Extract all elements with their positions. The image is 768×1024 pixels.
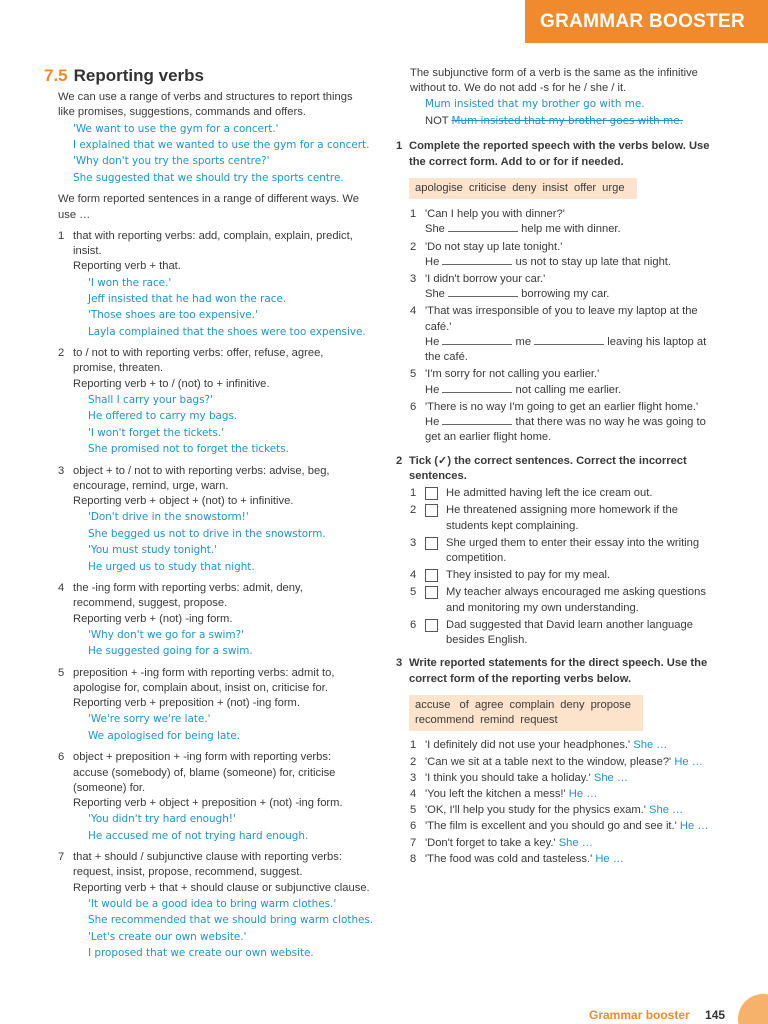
rule-item <box>44 346 374 457</box>
answer-text: me <box>515 335 532 348</box>
example-line: She promised not to forget the tickets. <box>88 443 289 456</box>
rule-number: 5 <box>58 666 65 679</box>
answer-text: not calling me earlier. <box>515 383 622 396</box>
example-line: Shall I carry your bags?' <box>88 393 213 406</box>
item-sentence: competition. <box>446 551 507 564</box>
rule-pattern: Reporting verb + to / (not) to + infinitive. <box>73 377 270 390</box>
right-column <box>396 66 736 867</box>
answer-text: the café. <box>425 351 468 364</box>
rule-description: recommend, suggest, propose. <box>73 597 228 610</box>
example-line: Layla complained that the shoes were too expensive. <box>88 325 366 338</box>
rule-pattern: Reporting verb + object + preposition + (not) -ing form. <box>73 797 343 810</box>
rule-examples <box>88 627 374 660</box>
word-box-item: agree <box>474 698 504 711</box>
answer-line <box>425 335 736 350</box>
rule-number: 4 <box>58 582 65 595</box>
exercise-2-item <box>396 568 736 583</box>
answer-blank[interactable] <box>442 383 512 393</box>
exercise-2-item <box>396 486 736 501</box>
item-quote: 'Can we sit at a table next to the window, please?' <box>425 755 672 768</box>
example-line: She recommended that we should bring warm clothes. <box>88 914 374 927</box>
exercise-2-instruction: 2 Tick (✓) the correct sentences. Correct the incorrect sentences. <box>396 454 687 482</box>
example-line: I proposed that we create our own website. <box>88 947 314 960</box>
rule-item <box>44 464 374 575</box>
word-box-item: remind <box>480 714 515 727</box>
example-line: 'Let's create our own website.' <box>88 930 247 943</box>
word-box-item: complain <box>509 698 555 711</box>
exercise-3-word-box <box>409 695 643 731</box>
exercise-1-questions <box>396 207 736 446</box>
rule-examples <box>88 275 374 341</box>
tick-checkbox[interactable] <box>425 569 438 582</box>
example-line: 'Those shoes are too expensive.' <box>88 309 258 322</box>
rule-item <box>44 666 374 745</box>
rule-description: preposition + -ing form with reporting verbs: admit to, <box>73 666 335 679</box>
example-line: 'You didn't try hard enough!' <box>88 813 236 826</box>
answer-blank[interactable] <box>448 287 518 297</box>
answer-line <box>425 222 736 237</box>
example-line: 'I won the race.' <box>88 276 172 289</box>
tick-checkbox[interactable] <box>425 619 438 632</box>
exercise-3-items <box>396 738 736 867</box>
exercise-1-word-box <box>409 178 637 199</box>
item-number: 8 <box>410 852 417 865</box>
section-title <box>44 64 374 87</box>
word-box-item: insist <box>542 181 568 194</box>
answer-line <box>425 287 736 302</box>
exercise-1-question <box>396 240 736 270</box>
rule-pattern: Reporting verb + (not) -ing form. <box>73 612 233 625</box>
answer-text: that there was no way he was going to <box>515 416 706 429</box>
rule-pattern: Reporting verb + preposition + (not) -ing form. <box>73 697 300 710</box>
item-sentence: He admitted having left the ice cream out. <box>446 487 653 500</box>
item-sentence: and monitoring my own understanding. <box>446 601 639 614</box>
word-box-item: recommend <box>415 714 475 727</box>
answer-text: help me with dinner. <box>521 223 621 236</box>
section-number: 7.5 <box>44 66 68 85</box>
exercise-1-question <box>396 367 736 397</box>
exercise-3-item <box>396 787 736 802</box>
question-number: 6 <box>410 400 417 413</box>
intro-text: We can use a range of verbs and structures to report things like promises, suggestions, commands and offers. <box>58 91 353 119</box>
item-number: 5 <box>410 804 417 817</box>
example-line: 'You must study tonight.' <box>88 544 218 557</box>
item-sentence: besides English. <box>446 634 528 647</box>
example-line: He urged us to study that night. <box>88 560 255 573</box>
answer-line <box>425 415 736 430</box>
answer-starter: He … <box>568 788 598 801</box>
item-number: 4 <box>410 569 417 582</box>
item-number: 6 <box>410 820 417 833</box>
question-quote: 'There is no way I'm going to get an earlier flight home.' <box>425 400 699 413</box>
rule-pattern: Reporting verb + that. <box>73 260 181 273</box>
rule-examples <box>88 711 374 744</box>
subjunctive-example-correct: Mum insisted that my brother go with me. <box>425 98 645 111</box>
exercise-3-item <box>396 803 736 818</box>
answer-text: leaving his laptop at <box>607 335 707 348</box>
item-sentence: She urged them to enter their essay into the writing <box>446 536 700 549</box>
answer-blank[interactable] <box>442 335 512 345</box>
example-line: 'I won't forget the tickets.' <box>88 426 225 439</box>
item-number: 1 <box>410 487 417 500</box>
word-box-row <box>415 698 637 713</box>
rule-examples <box>88 509 374 575</box>
answer-starter: He … <box>674 755 703 768</box>
header-title: GRAMMAR BOOSTER <box>540 10 746 32</box>
rule-description: encourage, remind, urge, warn. <box>73 479 229 492</box>
item-sentence: students kept complaining. <box>446 519 579 532</box>
page-footer <box>589 1007 725 1023</box>
item-number: 7 <box>410 836 417 849</box>
answer-subject: He <box>425 416 440 429</box>
rule-number: 1 <box>58 229 65 242</box>
rule-description: the -ing form with reporting verbs: admit, deny, <box>73 582 303 595</box>
item-number: 2 <box>410 504 417 517</box>
page-number: 145 <box>705 1008 726 1022</box>
word-box-item: propose <box>590 698 631 711</box>
rule-item <box>44 581 374 660</box>
word-box-item: urge <box>602 181 625 194</box>
item-number: 5 <box>410 586 417 599</box>
rule-number: 6 <box>58 751 65 764</box>
exercise-1-question <box>396 272 736 302</box>
rule-description: promise, threaten. <box>73 362 164 375</box>
rule-description: apologise for, complain about, insist on, criticise for. <box>73 681 328 694</box>
example-line: 'Why don't we go for a swim?' <box>88 628 244 641</box>
answer-starter: She … <box>593 771 629 784</box>
rule-description: that with reporting verbs: add, complain, explain, predict, <box>73 229 353 242</box>
item-quote: 'I think you should take a holiday.' <box>425 771 591 784</box>
answer-line <box>425 255 736 270</box>
word-box-item: offer <box>573 181 597 194</box>
item-quote: 'Don't forget to take a key.' <box>425 836 556 849</box>
rule-pattern: Reporting verb + that + should clause or subjunctive clause. <box>73 881 370 894</box>
rule-description: object + preposition + -ing form with reporting verbs: <box>73 751 332 764</box>
exercise-2-item <box>396 536 736 566</box>
question-number: 5 <box>410 368 417 381</box>
exercise-2-item <box>396 618 736 648</box>
item-quote: 'You left the kitchen a mess!' <box>425 788 566 801</box>
answer-subject: He <box>425 255 440 268</box>
word-box-item: apologise <box>415 181 463 194</box>
question-quote: 'I didn't borrow your car.' <box>425 272 546 285</box>
item-number: 2 <box>410 755 417 768</box>
exercise-1-question <box>396 304 736 365</box>
exercise-3-item <box>396 852 736 867</box>
rule-number: 3 <box>58 464 65 477</box>
answer-subject: He <box>425 383 440 396</box>
subjunctive-example-incorrect: NOT Mum insisted that my brother goes with me. <box>425 114 683 127</box>
item-sentence: He threatened assigning more homework if the <box>446 504 678 517</box>
exercise-2-item <box>396 585 736 615</box>
rule-pattern: Reporting verb + object + (not) to + infinitive. <box>73 495 294 508</box>
item-quote: 'OK, I'll help you study for the physics exam.' <box>425 804 646 817</box>
section-heading: Reporting verbs <box>73 66 204 85</box>
word-box-item: deny <box>512 181 537 194</box>
answer-text: borrowing my car. <box>521 288 610 301</box>
answer-text: us not to stay up late that night. <box>515 255 672 268</box>
word-box-row <box>415 713 637 728</box>
word-box-item: deny <box>560 698 585 711</box>
exercise-1-question <box>396 207 736 237</box>
question-number: 2 <box>410 240 417 253</box>
tick-checkbox[interactable] <box>425 537 438 550</box>
question-quote: café.' <box>425 320 452 333</box>
item-number: 6 <box>410 618 417 631</box>
rule-item <box>44 750 374 844</box>
rule-description: (someone) for. <box>73 781 146 794</box>
item-quote: 'I definitely did not use your headphones.' <box>425 739 631 752</box>
exercise-2-item <box>396 503 736 533</box>
example-line: He suggested going for a swim. <box>88 645 253 658</box>
exercise-3-item <box>396 836 736 851</box>
answer-subject: She <box>425 223 445 236</box>
rule-examples <box>88 811 374 844</box>
tick-checkbox[interactable] <box>425 504 438 517</box>
example-line: She begged us not to drive in the snowstorm. <box>88 527 326 540</box>
corner-decoration <box>738 994 768 1024</box>
example-line: 'Don't drive in the snowstorm!' <box>88 511 249 524</box>
word-box-item: request <box>520 714 558 727</box>
question-number: 1 <box>410 208 417 221</box>
answer-blank[interactable] <box>442 415 512 425</box>
rule-description: that + should / subjunctive clause with reporting verbs: <box>73 851 342 864</box>
left-column <box>44 64 374 962</box>
item-number: 3 <box>410 536 417 549</box>
rule-examples <box>88 896 374 962</box>
answer-subject: She <box>425 288 445 301</box>
form-intro: We form reported sentences in a range of different ways. We use … <box>58 193 359 221</box>
example-line: We apologised for being late. <box>88 729 241 742</box>
rule-description: accuse (somebody) of, blame (someone) for, criticise <box>73 766 336 779</box>
answer-starter: She … <box>558 836 593 849</box>
item-quote: 'The film is excellent and you should go and see it.' <box>425 820 677 833</box>
answer-starter: He … <box>595 852 624 865</box>
item-sentence: They insisted to pay for my meal. <box>446 569 611 582</box>
example-line: 'It would be a good idea to bring warm clothes.' <box>88 897 337 910</box>
example-line: He offered to carry my bags. <box>88 410 238 423</box>
item-number: 3 <box>410 771 417 784</box>
exercise-1-question <box>396 400 736 446</box>
answer-blank[interactable] <box>534 335 604 345</box>
rule-examples <box>88 392 374 458</box>
answer-line <box>425 383 736 398</box>
word-box-item: criticise <box>468 181 507 194</box>
footer-label: Grammar booster <box>589 1008 690 1022</box>
question-number: 3 <box>410 272 417 285</box>
rule-description: object + to / not to with reporting verbs: advise, beg, <box>73 464 330 477</box>
item-number: 1 <box>410 739 417 752</box>
exercise-3-item <box>396 771 736 786</box>
exercise-2-items <box>396 486 736 648</box>
answer-subject: He <box>425 335 440 348</box>
exercise-3-item <box>396 738 736 753</box>
answer-blank[interactable] <box>448 222 518 232</box>
example-line: 'We're sorry we're late.' <box>88 713 211 726</box>
answer-starter: He … <box>679 820 709 833</box>
question-quote: 'That was irresponsible of you to leave my laptop at the <box>425 305 698 318</box>
rule-description: request, insist, propose, recommend, suggest. <box>73 866 303 879</box>
rule-description: to / not to with reporting verbs: offer, refuse, agree, <box>73 347 324 360</box>
tick-checkbox[interactable] <box>425 487 438 500</box>
rule-item <box>44 850 374 961</box>
item-sentence: Dad suggested that David learn another language <box>446 618 693 631</box>
exercise-1-instruction: 1 Complete the reported speech with the verbs below. Use the correct form. Add to or for if needed. <box>396 140 710 168</box>
item-number: 4 <box>410 788 417 801</box>
exercise-3-item <box>396 755 736 770</box>
question-number: 4 <box>410 305 417 318</box>
intro-examples: 'We want to use the gym for a concert.' I explained that we wanted to use the gym for a concert. 'Why don't you try the sports centre?' She suggested that we should try the sports centre. <box>73 122 370 184</box>
item-quote: 'The food was cold and tasteless.' <box>425 852 593 865</box>
exercise-3-item <box>396 819 736 834</box>
example-line: He accused me of not trying hard enough. <box>88 829 309 842</box>
rule-number: 2 <box>58 347 65 360</box>
rule-description: insist. <box>73 245 102 258</box>
word-box-item: accuse of <box>415 698 469 711</box>
exercise-3-instruction: 3 Write reported statements for the direct speech. Use the correct form of the reporting verbs below. <box>396 657 708 685</box>
answer-blank[interactable] <box>442 255 512 265</box>
answer-text: get an earlier flight home. <box>425 431 552 444</box>
rule-list <box>44 229 374 962</box>
subjunctive-note: The subjunctive form of a verb is the same as the infinitive without to. We do not add -s for he / she / it. <box>410 67 698 95</box>
rule-item <box>44 229 374 340</box>
answer-starter: She … <box>633 739 668 752</box>
header-banner <box>525 0 768 43</box>
tick-checkbox[interactable] <box>425 586 438 599</box>
question-quote: 'Do not stay up late tonight.' <box>425 240 563 253</box>
item-sentence: My teacher always encouraged me asking questions <box>446 586 706 599</box>
question-quote: 'I'm sorry for not calling you earlier.' <box>425 368 600 381</box>
rule-number: 7 <box>58 851 65 864</box>
answer-starter: She … <box>649 804 684 817</box>
question-quote: 'Can I help you with dinner?' <box>425 208 565 221</box>
example-line: Jeff insisted that he had won the race. <box>88 292 287 305</box>
